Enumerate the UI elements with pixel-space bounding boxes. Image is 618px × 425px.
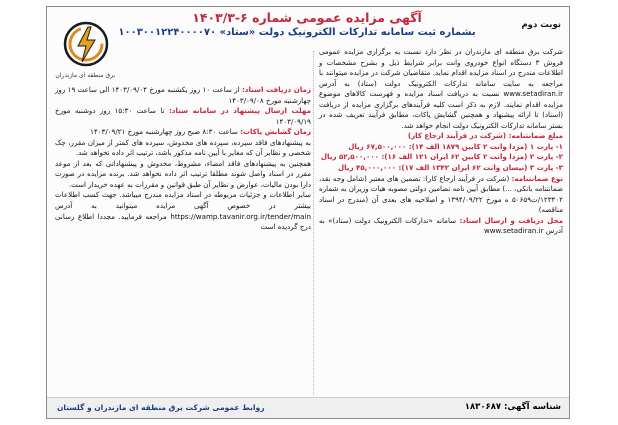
column-divider bbox=[313, 51, 314, 395]
notice-title: آگهی مزایده عمومی شماره ۶-۱۴۰۳/۳ bbox=[192, 10, 422, 25]
auction-notice bbox=[46, 6, 570, 419]
publication-round: نوبت دوم bbox=[521, 20, 561, 30]
guarantee-type bbox=[319, 174, 563, 216]
schedule-documents-label: زمان دریافت اسناد: bbox=[241, 85, 311, 94]
notice-subtitle: بشماره ثبت سامانه تدارکات الکترونیک دولت «ستاد» ۱۰۰۳۰۰۱۲۲۴۰۰۰۰۷۰ bbox=[118, 27, 476, 38]
guarantee-heading: مبلغ ضمانتنامه: (شرکت در فرآیند ارجاع کار) bbox=[407, 131, 563, 141]
guarantee-type-text: (شرکت در فرآیند ارجاع کار): تضمین های معتبر (شامل وجه نقد، ضمانتنامه بانکی، ...) مطابق آیین نامه تضامین دولتی مصوبه هیات وزیران به شماره ۱۲۳۴۰۲/ت۵۰۶۵۹ ه مورخ ۱۳۹۴/۰۹/۲۲ و اصلاحیه های بعدی آن (مندرج در اسناد مناقصه) bbox=[319, 173, 563, 215]
power-company-logo-icon bbox=[63, 21, 109, 67]
delivery-place bbox=[319, 216, 563, 237]
notice-footer bbox=[47, 397, 569, 418]
company-logo bbox=[57, 21, 115, 83]
schedule-opening-label: زمان گشایش پاکات: bbox=[240, 127, 311, 137]
conditions-paragraph-3: سایر اطلاعات و جزئیات مربوطه در اسناد مزایده مندرج میباشد. جهت کسب اطلاعات بیشتر در خصوص آگهی مزایده میتوانید به آدرس https://wamp.tavanir.org.ir/tender/main مراجعه فرمایید. مجددا اطلاع رسانی درج گردیده است bbox=[55, 190, 311, 232]
schedule-opening bbox=[55, 127, 311, 138]
delivery-label: محل دریافت و ارسال اسناد: bbox=[459, 215, 563, 225]
guarantee-item-1: ۱- پارت ۱ (مزدا وانت ۲ کابین ۱۸۷۹ الف ۱۴): ۶۷,۵۰۰,۰۰۰ ریال bbox=[348, 141, 563, 151]
schedule-documents bbox=[55, 85, 311, 106]
intro-paragraph: شرکت برق منطقه ای مازندران در نظر دارد نسبت به برگزاری مزایده عمومی فروش ۳ دستگاه انواع خودروی وانت برابر شرایط ذیل و بشرح مشخصات و اطلاعات مندرج در اسناد مزایده اقدام نماید. متقاضیان شرکت در مزایده میتوانند با مراجعه به سایت سامانه تدارکات الکترونیک دولت (ستاد) به آدرس www.setadiran.ir نسبت به دریافت اسناد مزایده و فهرست کالاهای موضوع مزایده اقدام نمایند. لازم به ذکر است کلیه فرآیندهای برگزاری مزایده از دریافت (اسناد) تا ارائه پیشنهاد و همچنین گشایش پاکات، مطابق فرآیند تعریف شده در بستر سامانه تدارکات الکترونیک دولت انجام خواهد شد. bbox=[319, 47, 563, 130]
schedule-documents-text: از ساعت ۱۰ روز یکشنبه مورخ ۱۴۰۳/۰۹/۰۴ الی ساعت ۱۹ روز چهارشنبه مورخ ۱۴۰۳/۰۹/۰۸ bbox=[55, 85, 311, 105]
delivery-text: سامانه «تدارکات الکترونیک دولت (ستاد)» به آدرس www.setadiran.ir bbox=[319, 215, 563, 236]
guarantee-type-label: نوع ضمانتنامه: bbox=[511, 173, 563, 183]
public-relations-credit: روابط عمومی شرکت برق منطقه ای مازندران و گلستان bbox=[57, 403, 265, 412]
schedule-opening-text: ساعت ۸:۳۰ صبح روز چهارشنبه مورخ ۱۴۰۳/۰۹/۲۱ bbox=[90, 127, 238, 137]
left-column bbox=[55, 85, 311, 233]
notice-header bbox=[47, 7, 569, 47]
guarantee-item-3: ۳- پارت ۳ (نیسان وانت ۶۲ ایران ۱۳۴۲ الف ۱۷): ۴۵,۰۰۰,۰۰۰ ریال bbox=[337, 163, 563, 173]
conditions-paragraph-2: همچنین به پیشنهادهای فاقد امضاء، مشروط، مخدوش و پیشنهاداتی که بعد از موعد مقرر در اسناد واصل شوند مطلقا ترتیب اثر داده نخواهد شد. برنده مزایده در صورت دارا بودن مالیات، عوارض و نظایر آن طبق قوانین و مقررات به عهده خریدار است. bbox=[55, 158, 311, 189]
schedule-submission-text: تا ساعت ۱۵:۳۰ روز دوشنبه مورخ ۱۴۰۳/۰۹/۱۹ bbox=[55, 106, 311, 126]
guarantee-item-2: ۲- پارت ۲ (مزدا وانت ۲ کابین ۶۲ ایران ۱۲۱ الف ۱۶): ۵۲,۵۰۰,۰۰۰ ریال bbox=[320, 152, 563, 162]
schedule-submission-label: مهلت ارسال پیشنهاد در سامانه ستاد: bbox=[168, 106, 311, 116]
notice-id: شناسه آگهی: ۱۸۳۰۶۸۷ bbox=[464, 402, 561, 412]
company-logo-caption: برق منطقه ای مازندران bbox=[55, 72, 115, 79]
right-column bbox=[319, 47, 563, 237]
schedule-submission bbox=[55, 106, 311, 127]
conditions-paragraph-1: به پیشنهادهای فاقد سپرده، سپرده های مخدوش، سپرده های کمتر از میزان مقرر، چک شخصی و نظایر آن که مغایر با آیین نامه مذکور باشد، ترتیب اثر داده نخواهد شد. bbox=[55, 137, 311, 158]
